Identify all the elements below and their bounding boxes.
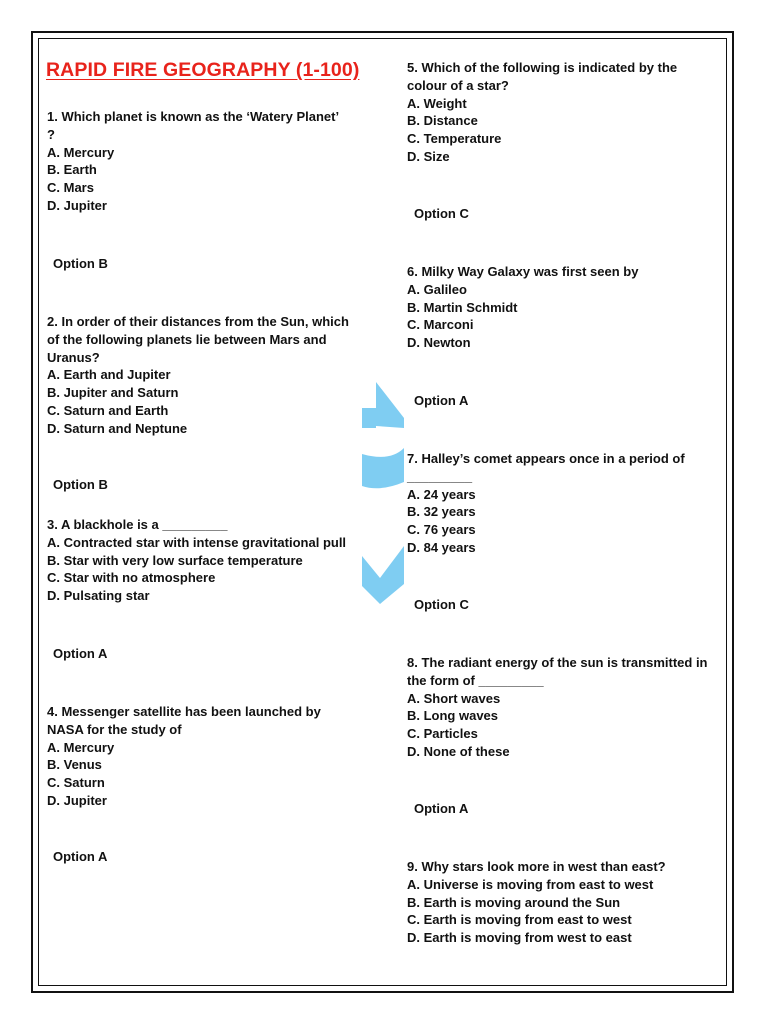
- answer-7: Option C: [414, 597, 469, 612]
- option-b: B. Earth is moving around the Sun: [407, 894, 621, 910]
- option-a: A. Short waves: [407, 690, 501, 706]
- answer-8: Option A: [414, 801, 469, 816]
- question-1: [47, 108, 369, 215]
- question-text-line: 4. Messenger satellite has been launched by: [47, 704, 321, 719]
- option-a: A. Mercury: [47, 144, 115, 160]
- question-text-line: ?: [47, 126, 55, 142]
- question-text-line: 7. Halley’s comet appears once in a period of: [407, 451, 685, 466]
- option-b: B. Long waves: [407, 708, 499, 724]
- question-text-line: 1. Which planet is known as the ‘Watery Planet’: [47, 109, 340, 124]
- option-d: D. Saturn and Neptune: [47, 420, 188, 436]
- option-d: D. Jupiter: [47, 197, 107, 213]
- option-c: C. Saturn: [47, 775, 105, 791]
- question-5: [407, 59, 725, 166]
- option-c: C. Mars: [47, 180, 94, 196]
- question-text-line: of the following planets lie between Mars and: [47, 331, 327, 347]
- option-a: A. 24 years: [407, 486, 476, 502]
- option-b: B. Star with very low surface temperature: [47, 552, 303, 568]
- question-text-line: 3. A blackhole is a _________: [47, 517, 228, 532]
- option-d: D. Pulsating star: [47, 588, 150, 604]
- question-text-line: 8. The radiant energy of the sun is transmitted in: [407, 655, 708, 670]
- answer-5: Option C: [414, 206, 469, 221]
- answer-2: Option B: [53, 477, 108, 492]
- option-d: D. Earth is moving from west to east: [407, 930, 632, 946]
- answer-6: Option A: [414, 393, 469, 408]
- question-text-line: 2. In order of their distances from the Sun, which: [47, 314, 349, 329]
- question-4: [47, 703, 369, 810]
- question-8: [407, 654, 725, 761]
- question-6: [407, 263, 725, 352]
- option-c: C. 76 years: [407, 522, 476, 538]
- answer-1: Option B: [53, 256, 108, 271]
- question-text-line: 9. Why stars look more in west than east?: [407, 859, 666, 874]
- option-c: C. Saturn and Earth: [47, 402, 169, 418]
- option-d: D. None of these: [407, 743, 510, 759]
- question-text-line: Uranus?: [47, 349, 100, 365]
- option-c: C. Earth is moving from east to west: [407, 912, 632, 928]
- answer-4: Option A: [53, 849, 108, 864]
- question-text-line: 5. Which of the following is indicated by the: [407, 60, 678, 75]
- option-a: A. Earth and Jupiter: [47, 367, 171, 383]
- option-b: B. Distance: [407, 113, 478, 129]
- option-a: A. Universe is moving from east to west: [407, 876, 654, 892]
- option-a: A. Weight: [407, 95, 467, 111]
- option-c: C. Marconi: [407, 317, 474, 333]
- option-c: C. Particles: [407, 726, 478, 742]
- option-a: A. Contracted star with intense gravitational pull: [47, 534, 347, 550]
- option-a: A. Mercury: [47, 739, 115, 755]
- question-text-line: colour of a star?: [407, 77, 509, 93]
- question-text-line: NASA for the study of: [47, 721, 182, 737]
- option-d: D. Size: [407, 148, 450, 164]
- question-text-line: _________: [407, 468, 473, 484]
- option-b: B. Martin Schmidt: [407, 299, 518, 315]
- question-9: [407, 858, 725, 947]
- option-b: B. Earth: [47, 162, 97, 178]
- option-b: B. Jupiter and Saturn: [47, 385, 179, 401]
- question-text-line: 6. Milky Way Galaxy was first seen by: [407, 264, 639, 279]
- option-c: C. Temperature: [407, 131, 502, 147]
- option-d: D. Jupiter: [47, 792, 107, 808]
- answer-3: Option A: [53, 646, 108, 661]
- question-7: [407, 450, 725, 557]
- question-3: [47, 516, 369, 605]
- option-d: D. Newton: [407, 335, 471, 351]
- option-a: A. Galileo: [407, 281, 467, 297]
- option-b: B. 32 years: [407, 504, 476, 520]
- option-b: B. Venus: [47, 757, 102, 773]
- option-d: D. 84 years: [407, 539, 476, 555]
- question-text-line: the form of _________: [407, 672, 544, 688]
- question-2: [47, 313, 369, 438]
- option-c: C. Star with no atmosphere: [47, 570, 216, 586]
- page-title: RAPID FIRE GEOGRAPHY (1-100): [46, 59, 360, 81]
